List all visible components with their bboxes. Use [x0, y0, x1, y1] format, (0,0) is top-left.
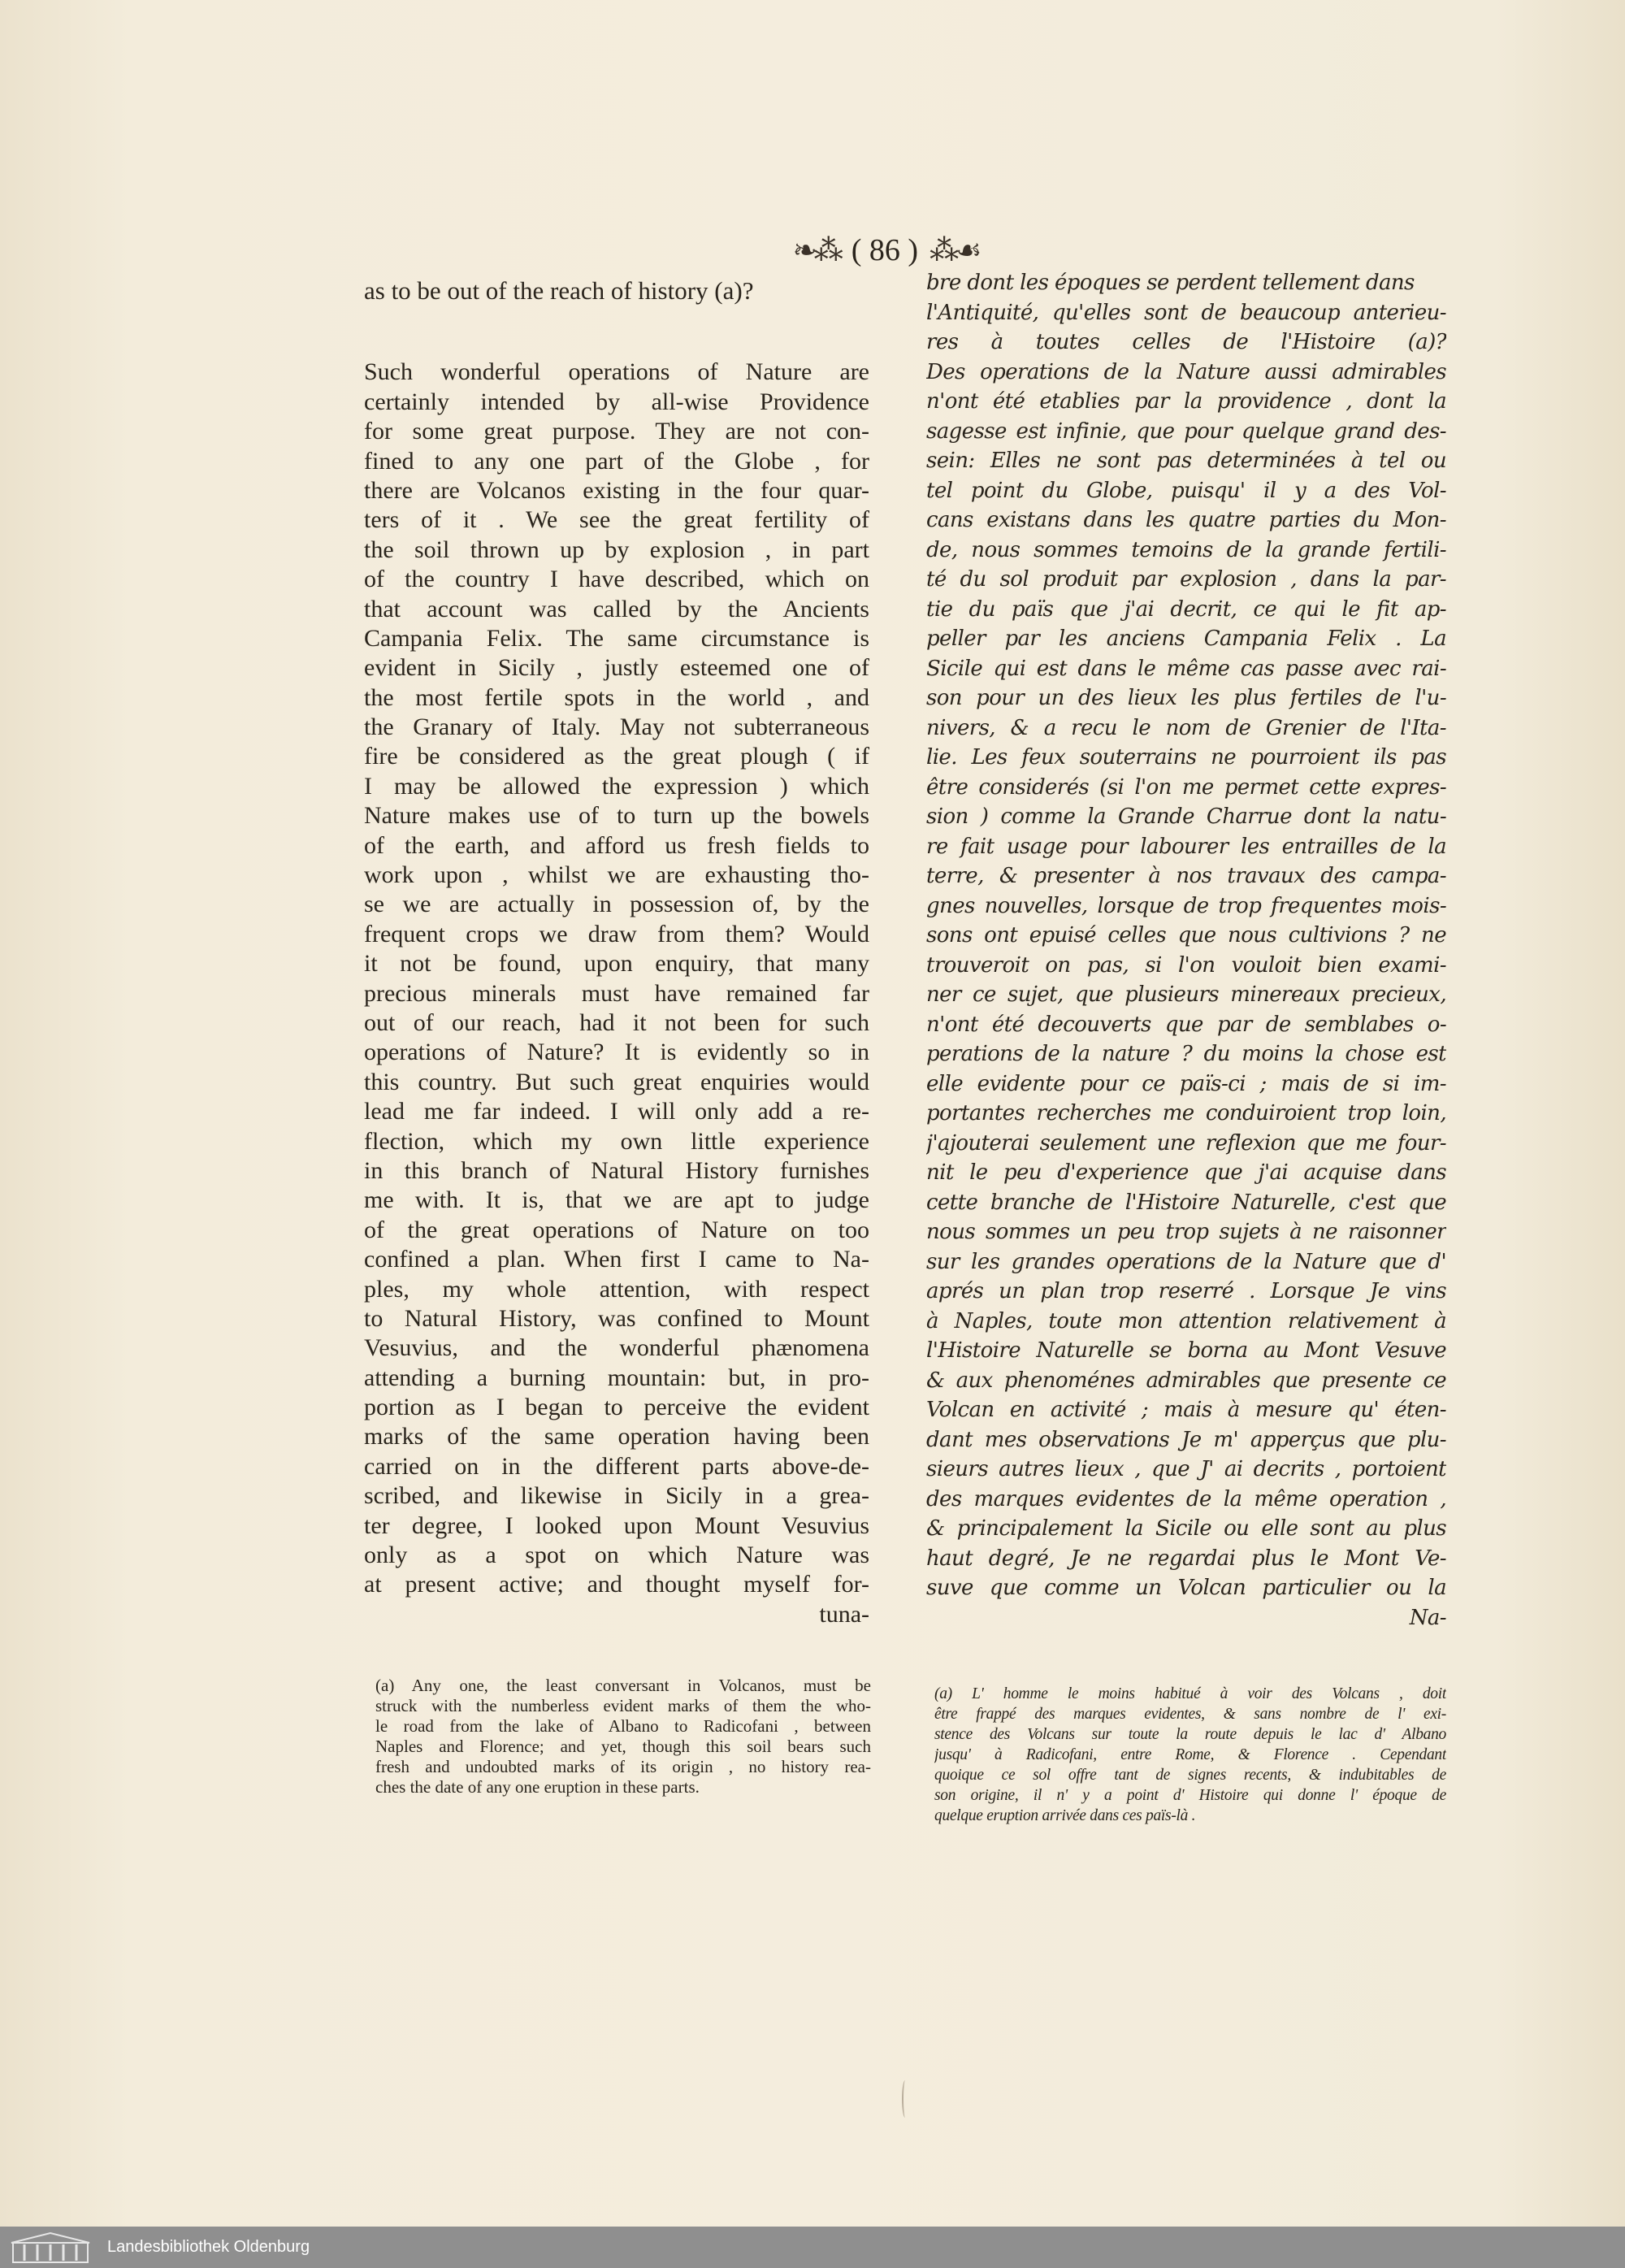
- french-text-line: & principalement la Sicile ou elle sont au plus: [926, 1516, 1446, 1541]
- french-text-line: cette branche de l'Histoire Naturelle, c'est que: [926, 1190, 1446, 1215]
- english-text-line: ples, my whole attention, with respect: [364, 1275, 869, 1303]
- english-text-line: Campania Felix. The same circumstance is: [364, 624, 869, 652]
- english-text-line: the Granary of Italy. May not subterraneous: [364, 713, 869, 741]
- page-number: ( 86 ): [851, 233, 919, 267]
- french-text-line: sons ont epuisé celles que nous cultivions ? ne: [926, 923, 1446, 948]
- english-text-line: carried on in the different parts above-de-: [364, 1452, 869, 1480]
- library-building-icon: [10, 2231, 91, 2264]
- english-text-line: for some great purpose. They are not con-: [364, 418, 869, 445]
- french-text-line: sur les grandes operations de la Nature que d': [926, 1249, 1446, 1274]
- english-text-line: the soil thrown up by explosion , in part: [364, 536, 869, 563]
- english-footnote-line: (a) Any one, the least conversant in Volcanos, must be: [375, 1676, 871, 1695]
- english-text-line: ter degree, I looked upon Mount Vesuvius: [364, 1511, 869, 1539]
- french-text-line: re fait usage pour labourer les entrailles de la: [926, 834, 1446, 859]
- french-text-line: lie. Les feux souterrains ne pourroient ils pas: [926, 745, 1446, 770]
- french-text-line: son pour un des lieux les plus fertiles de l'u-: [926, 686, 1446, 710]
- french-text-line: tie du païs que j'ai decrit, ce qui le fit ap-: [926, 596, 1446, 622]
- french-text-line: Na-: [1409, 1605, 1446, 1630]
- french-footnote-line: (a) L' homme le moins habitué à voir des Volcans , doit: [934, 1685, 1446, 1702]
- french-text-line: nit le peu d'experience que j'ai acquise dans: [926, 1160, 1446, 1185]
- english-text-line: at present active; and thought myself for-: [364, 1571, 869, 1598]
- french-text-line: elle evidente pour ce païs-ci ; mais de si im-: [926, 1071, 1446, 1096]
- french-text-line: sion ) comme la Grande Charrue dont la natu-: [926, 804, 1446, 829]
- english-text-line: frequent crops we draw from them? Would: [364, 920, 869, 948]
- french-text-line: perations de la nature ? du moins la chose est: [926, 1042, 1446, 1066]
- english-text-line: operations of Nature? It is evidently so in: [364, 1039, 869, 1066]
- english-text-line: tuna-: [819, 1600, 869, 1628]
- french-text-line: cans existans dans les quatre parties du Mon-: [926, 508, 1446, 532]
- french-column: [926, 268, 1446, 1633]
- english-column: [364, 276, 869, 1629]
- english-text-line: there are Volcanos existing in the four quar-: [364, 476, 869, 504]
- french-footnote-line: stence des Volcans sur toute la route depuis le lac d' Albano: [934, 1726, 1446, 1743]
- english-text-line: me with. It is, that we are apt to judge: [364, 1186, 869, 1214]
- french-text-line: l'Histoire Naturelle se borna au Mont Vesuve: [926, 1338, 1446, 1363]
- english-footnote-line: Naples and Florence; and yet, though this soil bears such: [375, 1737, 871, 1756]
- english-text-line: evident in Sicily , justly esteemed one of: [364, 654, 869, 682]
- english-text-line: to Natural History, was confined to Mount: [364, 1304, 869, 1332]
- ornament-right: ⁂☙: [930, 234, 979, 267]
- english-text-line: in this branch of Natural History furnishes: [364, 1156, 869, 1184]
- english-text-line: I may be allowed the expression ) which: [364, 772, 869, 800]
- english-text-line: of the earth, and afford us fresh fields to: [364, 831, 869, 859]
- english-text-line: lead me far indeed. I will only add a re-: [364, 1098, 869, 1125]
- english-text-line: se we are actually in possession of, by the: [364, 891, 869, 918]
- french-text-line: trouveroit on pas, si l'on vouloit bien exami-: [926, 952, 1446, 978]
- french-text-line: peller par les anciens Campania Felix . La: [926, 627, 1446, 651]
- french-text-line: l'Antiquité, qu'elles sont de beaucoup anterieu-: [926, 300, 1446, 325]
- french-text-line: té du sol produit par explosion , dans la par-: [926, 567, 1446, 592]
- english-text-line: scribed, and likewise in Sicily in a grea-: [364, 1482, 869, 1510]
- french-text-line: Sicile qui est dans le même cas passe avec rai-: [926, 656, 1446, 681]
- french-text-line: haut degré, Je ne regardai plus le Mont Ve-: [926, 1546, 1446, 1571]
- french-text-line: des marques evidentes de la même operation ,: [926, 1486, 1446, 1511]
- english-text-line: out of our reach, had it not been for such: [364, 1008, 869, 1036]
- english-text-line: the most fertile spots in the world , and: [364, 683, 869, 711]
- french-text-line: à Naples, toute mon attention relativement à: [926, 1308, 1446, 1333]
- french-text-line: dant mes observations Je m' apperçus que plu-: [926, 1427, 1446, 1452]
- french-footnote-line: jusqu' à Radicofani, entre Rome, & Florence . Cependant: [934, 1746, 1446, 1763]
- french-text-line: gnes nouvelles, lorsque de trop frequentes mois-: [926, 893, 1446, 918]
- english-text-line: this country. But such great enquiries would: [364, 1068, 869, 1095]
- english-text-line: as to be out of the reach of history (a)?: [364, 276, 754, 305]
- english-text-line: only as a spot on which Nature was: [364, 1542, 869, 1569]
- french-text-line: sein: Elles ne sont pas determinées à tel ou: [926, 449, 1446, 473]
- english-text-line: of the country I have described, which on: [364, 566, 869, 593]
- footer-bar: [0, 2227, 1625, 2268]
- english-text-line: portion as I began to perceive the evident: [364, 1394, 869, 1421]
- library-name: Landesbibliothek Oldenburg: [107, 2238, 310, 2256]
- french-text-line: Volcan en activité ; mais à mesure qu' éten-: [926, 1398, 1446, 1422]
- english-footnote-line: fresh and undoubted marks of its origin , no history rea-: [375, 1757, 871, 1776]
- english-footnote-line: struck with the numberless evident marks of them the who-: [375, 1696, 871, 1715]
- french-footnote-line: être frappé des marques evidentes, & sans nombre de l' exi-: [934, 1706, 1446, 1723]
- english-text-line: work upon , whilst we are exhausting tho-: [364, 861, 869, 889]
- english-text-line: of the great operations of Nature on too: [364, 1216, 869, 1243]
- french-text-line: terre, & presenter à nos travaux des campa-: [926, 864, 1446, 888]
- english-text-line: flection, which my own little experience: [364, 1127, 869, 1155]
- english-text-line: fined to any one part of the Globe , for: [364, 447, 869, 475]
- french-text-line: de, nous sommes temoins de la grande fertili-: [926, 537, 1446, 562]
- english-text-line: attending a burning mountain: but, in pro-: [364, 1364, 869, 1391]
- french-text-line: j'ajouterai seulement une reflexion que me four-: [926, 1130, 1446, 1156]
- english-text-line: certainly intended by all-wise Providence: [364, 388, 869, 415]
- french-text-line: sagesse est infinie, que pour quelque grand des-: [926, 418, 1446, 444]
- page-header: [764, 226, 1008, 275]
- french-text-line: res à toutes celles de l'Histoire (a)?: [926, 330, 1446, 354]
- french-text-line: aprés un plan trop reserré . Lorsque Je vins: [926, 1279, 1446, 1303]
- french-text-line: Des operations de la Nature aussi admirables: [926, 359, 1446, 384]
- french-footnote-line: quoique ce sol offre tant de signes recents, & indubitables de: [934, 1767, 1446, 1784]
- english-footnote-line: le road from the lake of Albano to Radicofani , between: [375, 1716, 871, 1736]
- french-text-line: portantes recherches me conduiroient trop loin,: [926, 1101, 1446, 1125]
- pencil-mark: [902, 2080, 908, 2118]
- french-text-line: tel point du Globe, puisqu' il y a des Vol-: [926, 478, 1446, 503]
- french-text-line: nous sommes un peu trop sujets à ne raisonner: [926, 1220, 1446, 1244]
- french-text-line: nivers, & a recu le nom de Grenier de l'Ita-: [926, 715, 1446, 740]
- french-text-line: sieurs autres lieux , que J' ai decrits , portoient: [926, 1457, 1446, 1481]
- english-text-line: Such wonderful operations of Nature are: [364, 358, 869, 386]
- french-text-line: être considerés (si l'on me permet cette expres-: [926, 774, 1446, 800]
- english-footnote-line: ches the date of any one eruption in these parts.: [375, 1777, 700, 1797]
- english-text-line: that account was called by the Ancients: [364, 595, 869, 622]
- english-text-line: confined a plan. When first I came to Na-: [364, 1246, 869, 1273]
- english-text-line: ters of it . We see the great fertility of: [364, 506, 869, 534]
- french-text-line: & aux phenoménes admirables que presente ce: [926, 1368, 1446, 1393]
- english-footnote: [375, 1676, 871, 1797]
- english-text-line: fire be considered as the great plough ( if: [364, 743, 869, 770]
- french-footnote-line: son origine, il n' y a point d' Histoire qui donne l' époque de: [934, 1787, 1446, 1804]
- french-text-line: n'ont été decouverts que par de semblabes o-: [926, 1012, 1446, 1037]
- french-text-line: suve que comme un Volcan particulier ou la: [926, 1576, 1446, 1600]
- french-text-line: bre dont les époques se perdent tellement dans: [926, 271, 1415, 295]
- english-text-line: precious minerals must have remained far: [364, 979, 869, 1007]
- english-text-line: marks of the same operation having been: [364, 1423, 869, 1451]
- ornament-left: ❧⁂: [792, 234, 840, 267]
- english-text-line: Nature makes use of to turn up the bowels: [364, 802, 869, 830]
- english-text-line: Vesuvius, and the wonderful phænomena: [364, 1334, 869, 1362]
- french-footnote-line: quelque eruption arrivée dans ces païs-là .: [934, 1807, 1196, 1824]
- french-text-line: ner ce sujet, que plusieurs minereaux precieux,: [926, 982, 1446, 1007]
- english-text-line: it not be found, upon enquiry, that many: [364, 950, 869, 978]
- french-text-line: n'ont été etablies par la providence , dont la: [926, 389, 1446, 414]
- french-footnote: [934, 1684, 1446, 1826]
